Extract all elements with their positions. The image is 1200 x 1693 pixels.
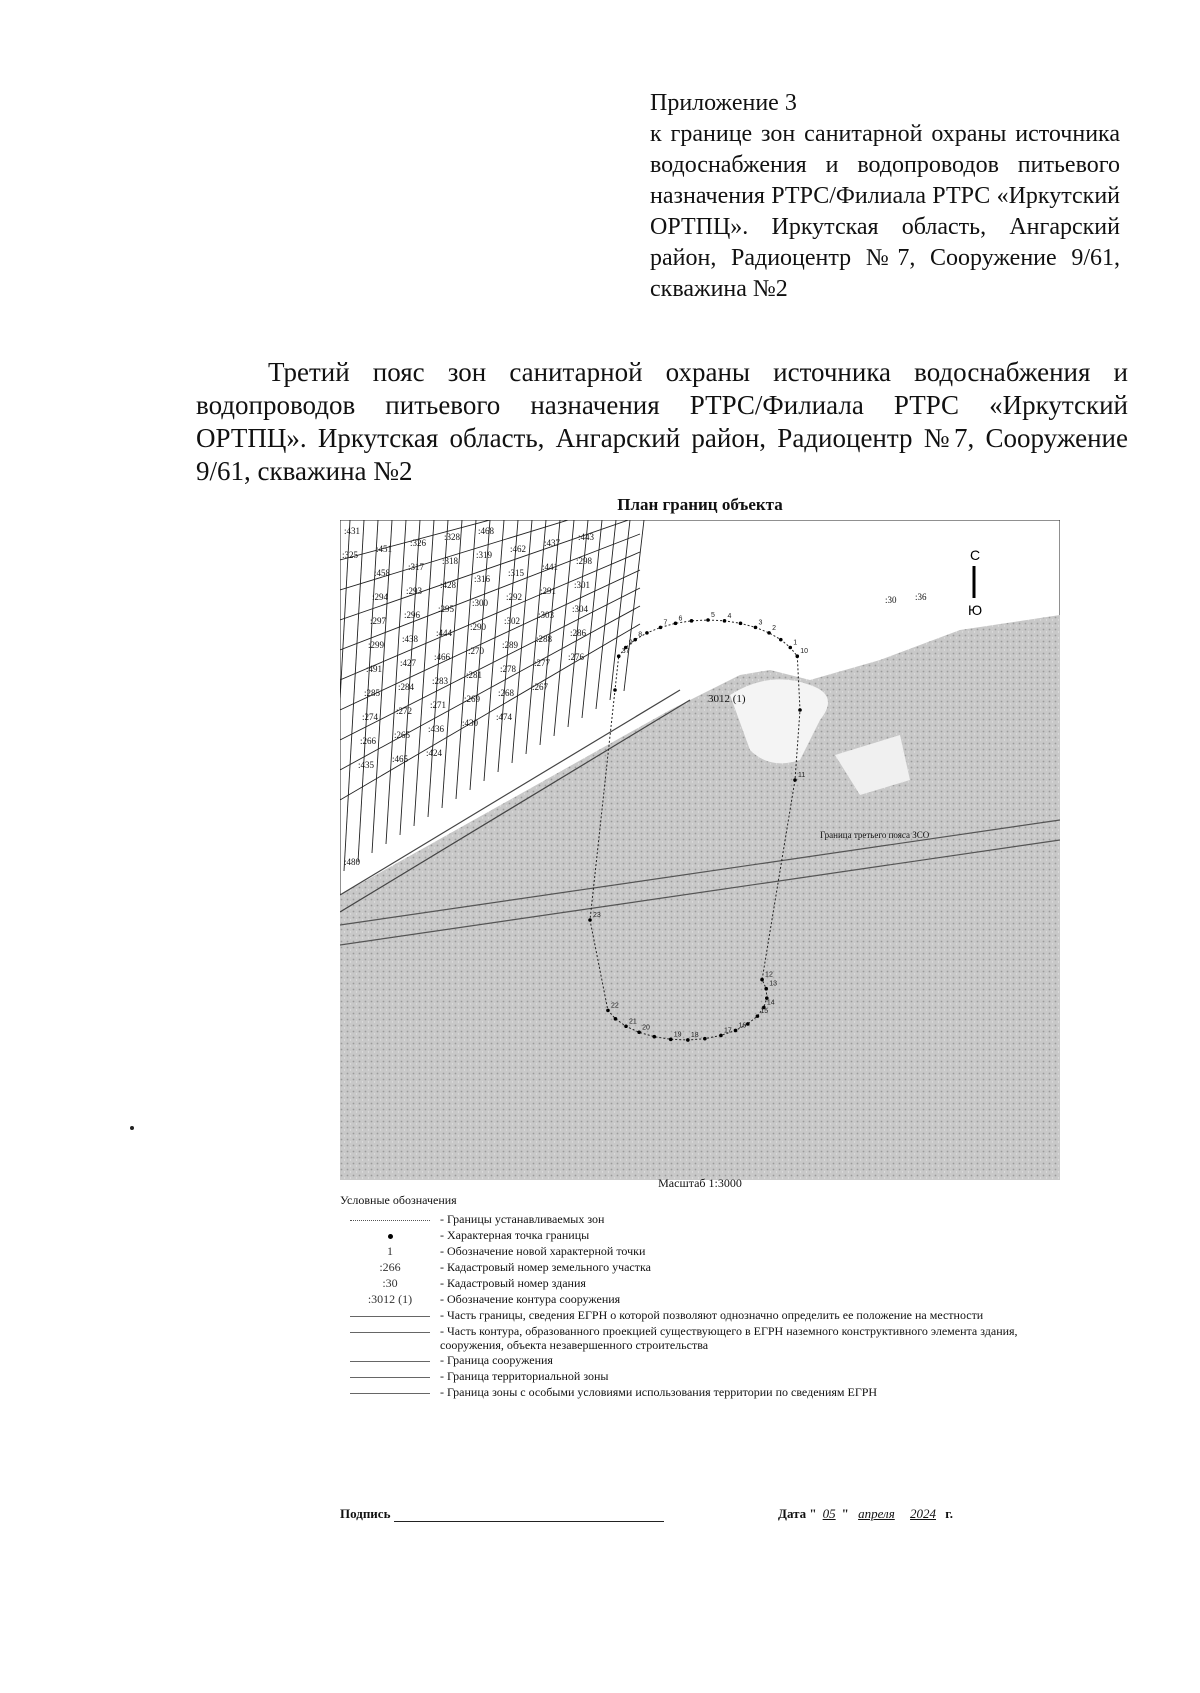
point-label: 6: [678, 615, 683, 623]
parcel-label: :285: [364, 688, 381, 698]
annex-title: Приложение 3: [650, 90, 797, 116]
point-label: 18: [690, 1031, 699, 1039]
boundary-point: [756, 1014, 760, 1018]
legend-symbol: 1: [387, 1244, 393, 1258]
parcel-label: :289: [502, 640, 519, 650]
compass-south-label: Ю: [968, 602, 983, 618]
parcel-label: :443: [578, 532, 595, 542]
legend-heading: Условные обозначения: [340, 1193, 457, 1207]
point-label: 11: [798, 772, 806, 779]
legend-row: [340, 1276, 1060, 1291]
parcel-label: :270: [468, 646, 485, 656]
legend-symbol: :3012 (1): [367, 1292, 413, 1306]
dotted-line-symbol: [350, 1220, 430, 1221]
stray-mark: [130, 1126, 134, 1130]
parcel-label: :303: [538, 610, 555, 620]
line-symbol: [350, 1332, 430, 1333]
signature-line: [394, 1507, 664, 1522]
point-label: 3: [758, 619, 763, 627]
structure-label: 3012 (1): [708, 693, 746, 705]
parcel-label: :268: [498, 688, 515, 698]
legend-row: [340, 1228, 1060, 1243]
point-label: 5: [711, 612, 715, 619]
parcel-label: :277: [534, 658, 551, 668]
parcel-label: :30: [885, 595, 897, 605]
compass-north-label: С: [970, 547, 981, 563]
line-symbol: [350, 1361, 430, 1362]
boundary-point: [617, 654, 621, 658]
parcel-label: :438: [402, 634, 419, 644]
point-label: 22: [610, 1002, 619, 1010]
boundary-point: [652, 1035, 656, 1039]
parcel-label: :265: [394, 730, 411, 740]
parcel-label: :298: [576, 556, 593, 566]
parcel-label: :271: [430, 700, 447, 710]
parcel-label: :480: [344, 857, 361, 867]
parcel-label: :491: [366, 664, 383, 674]
legend-text: - Обозначение новой характерной точки: [440, 1244, 646, 1258]
parcel-label: :300: [472, 598, 489, 608]
point-label: 16: [738, 1022, 747, 1030]
boundary-point: [719, 1034, 723, 1038]
point-label: 8: [638, 631, 643, 639]
parcel-label: :316: [474, 574, 491, 584]
boundary-point: [606, 1009, 610, 1013]
parcel-label: :276: [568, 652, 585, 662]
legend-text: - Обозначение контура сооружения: [440, 1292, 621, 1306]
parcel-label: :465: [392, 754, 409, 764]
map-scale: Масштаб 1:3000: [658, 1176, 742, 1190]
legend-row: [340, 1308, 1060, 1323]
date-year-suffix: г.: [945, 1506, 953, 1521]
parcel-label: :295: [438, 604, 455, 614]
point-label: 17: [723, 1027, 732, 1035]
main-paragraph: Третий пояс зон санитарной охраны источника водоснабжения и водопроводов питьевого назначения РТРС/Филиала РТРС «Иркутский ОРТПЦ». Иркутская область, Ангарский район, Радиоцентр №7, Сооружение 9/61, скважина №2: [196, 357, 1128, 486]
boundary-point: [734, 1029, 738, 1033]
boundary-point: [624, 1024, 628, 1028]
legend-text: - Кадастровый номер здания: [440, 1276, 586, 1290]
legend-text: - Граница сооружения: [440, 1353, 553, 1367]
boundary-point: [686, 1038, 690, 1042]
point-label: 19: [673, 1031, 682, 1039]
signature-label: Подпись: [340, 1506, 391, 1521]
boundary-point: [588, 918, 592, 922]
parcel-label: :266: [360, 736, 377, 746]
boundary-point: [764, 987, 768, 991]
parcel-label: :444: [436, 628, 453, 638]
boundary-point: [669, 1038, 673, 1042]
parcel-label: :435: [358, 760, 375, 770]
date-label: Дата: [778, 1506, 807, 1521]
parcel-label: :302: [504, 616, 521, 626]
boundary-point: [754, 626, 758, 630]
line-symbol: [350, 1377, 430, 1378]
boundary-point: [613, 688, 617, 692]
parcel-label: :437: [544, 538, 561, 548]
parcel-label: :267: [532, 682, 549, 692]
boundary-point: [645, 631, 649, 635]
boundary-point: [633, 638, 637, 642]
legend-text: - Граница территориальной зоны: [440, 1369, 609, 1383]
parcel-label: :317: [408, 562, 425, 572]
legend-row: [340, 1244, 1060, 1259]
legend-text: - Часть контура, образованного проекцией существующего в ЕГРН наземного конструктивного элемента здания, сооружения, объекта незавершенного строительства: [440, 1324, 1018, 1352]
cadastral-map: [340, 520, 1060, 1180]
boundary-point: [760, 978, 764, 982]
boundary-point: [659, 626, 663, 630]
parcel-label: :286: [570, 628, 587, 638]
parcel-label: :301: [574, 580, 591, 590]
point-label: 15: [760, 1008, 769, 1016]
legend-row: [340, 1324, 1060, 1352]
boundary-point: [798, 708, 802, 712]
parcel-label: :318: [442, 556, 459, 566]
point-label: 2: [772, 624, 776, 632]
legend-row: [340, 1369, 1060, 1384]
line-symbol: [350, 1316, 430, 1317]
legend-symbol: :30: [382, 1276, 398, 1290]
legend-row: [340, 1385, 1060, 1400]
legend-row: [340, 1292, 1060, 1307]
parcel-label: :458: [374, 568, 391, 578]
parcel-label: :328: [444, 532, 461, 542]
date-block: Дата " 05 " апреля 2024 г.: [778, 1506, 953, 1521]
parcel-label: :462: [510, 544, 527, 554]
parcel-label: :436: [428, 724, 445, 734]
parcel-label: :291: [540, 586, 557, 596]
parcel-label: :269: [464, 694, 481, 704]
parcel-label: :474: [496, 712, 513, 722]
legend-row: [340, 1212, 1060, 1227]
boundary-point: [674, 622, 678, 626]
parcel-label: :451: [376, 544, 393, 554]
date-year: 2024: [910, 1506, 937, 1521]
line-symbol: [350, 1393, 430, 1394]
point-label: 13: [769, 980, 777, 988]
parcel-label: :281: [466, 670, 483, 680]
boundary-point: [767, 631, 771, 635]
parcel-label: :319: [476, 550, 493, 560]
signature-block: [340, 1506, 664, 1522]
date-month: апреля: [858, 1506, 895, 1521]
point-label: 21: [629, 1018, 637, 1026]
point-label: 37: [621, 648, 630, 656]
parcel-label: :272: [396, 706, 413, 716]
legend-text: - Кадастровый номер земельного участка: [440, 1260, 651, 1274]
parcel-label: :315: [508, 568, 525, 578]
boundary-point: [739, 622, 743, 626]
point-label: 9: [628, 639, 633, 647]
boundary-point: [793, 778, 797, 782]
parcel-label: :294: [372, 592, 389, 602]
parcel-label: :428: [440, 580, 457, 590]
legend-symbol: :266: [379, 1260, 401, 1274]
point-symbol: [388, 1234, 393, 1239]
parcel-label: :325: [342, 550, 359, 560]
legend-row: [340, 1353, 1060, 1368]
point-label: 1: [793, 639, 798, 647]
point-label: 20: [642, 1024, 650, 1032]
parcel-label: :326: [410, 538, 427, 548]
parcel-label: :427: [400, 658, 417, 668]
boundary-point: [706, 618, 710, 622]
boundary-point: [746, 1022, 750, 1026]
parcel-label: :430: [462, 718, 479, 728]
parcel-label: :424: [426, 748, 443, 758]
parcel-label: :441: [542, 562, 559, 572]
date-day: 05: [822, 1506, 836, 1521]
parcel-label: :304: [572, 604, 589, 614]
parcel-label: :288: [536, 634, 553, 644]
boundary-point: [637, 1031, 641, 1035]
parcel-label: :293: [406, 586, 423, 596]
boundary-point: [690, 619, 694, 623]
plan-title: План границ объекта: [617, 495, 783, 514]
parcel-label: :283: [432, 676, 449, 686]
point-label: 14: [766, 999, 775, 1007]
point-label: 23: [593, 912, 601, 919]
annex-header: [650, 88, 1120, 305]
parcel-label: :468: [478, 526, 495, 536]
legend-text: - Характерная точка границы: [440, 1228, 590, 1242]
legend-text: - Часть границы, сведения ЕГРН о которой позволяют однозначно определить ее положение на местности: [440, 1308, 984, 1322]
boundary-point: [614, 1017, 618, 1021]
boundary-point: [703, 1037, 707, 1041]
boundary-point: [779, 638, 783, 642]
parcel-label: :296: [404, 610, 421, 620]
point-label: 7: [663, 619, 668, 627]
legend-row: [340, 1260, 1060, 1275]
parcel-label: :284: [398, 682, 415, 692]
legend-text: - Границы устанавливаемых зон: [440, 1212, 605, 1226]
legend: [340, 1193, 1060, 1401]
parcel-label: :36: [915, 592, 927, 602]
point-label: 4: [727, 612, 732, 620]
point-label: 12: [765, 971, 773, 979]
parcel-label: :299: [368, 640, 385, 650]
parcel-label: :292: [506, 592, 523, 602]
annex-body: к границе зон санитарной охраны источника водоснабжения и водопроводов питьевого назначения РТРС/Филиала РТРС «Иркутский ОРТПЦ». Иркутская область, Ангарский район, Радиоцентр №7, Сооружение 9/61, скважина №2: [650, 121, 1120, 302]
boundary-point: [788, 646, 792, 650]
legend-text: - Граница зоны с особыми условиями использования территории по сведениям ЕГРН: [440, 1385, 878, 1399]
parcel-label: :290: [470, 622, 487, 632]
boundary-point: [795, 654, 799, 658]
parcel-label: :278: [500, 664, 517, 674]
parcel-label: :274: [362, 712, 379, 722]
boundary-point: [723, 619, 727, 623]
parcel-label: :297: [370, 616, 387, 626]
point-label: 10: [800, 648, 809, 656]
zone-label: Граница третьего пояса ЗСО: [820, 830, 930, 840]
parcel-label: :466: [434, 652, 451, 662]
parcel-label: :431: [344, 526, 361, 536]
